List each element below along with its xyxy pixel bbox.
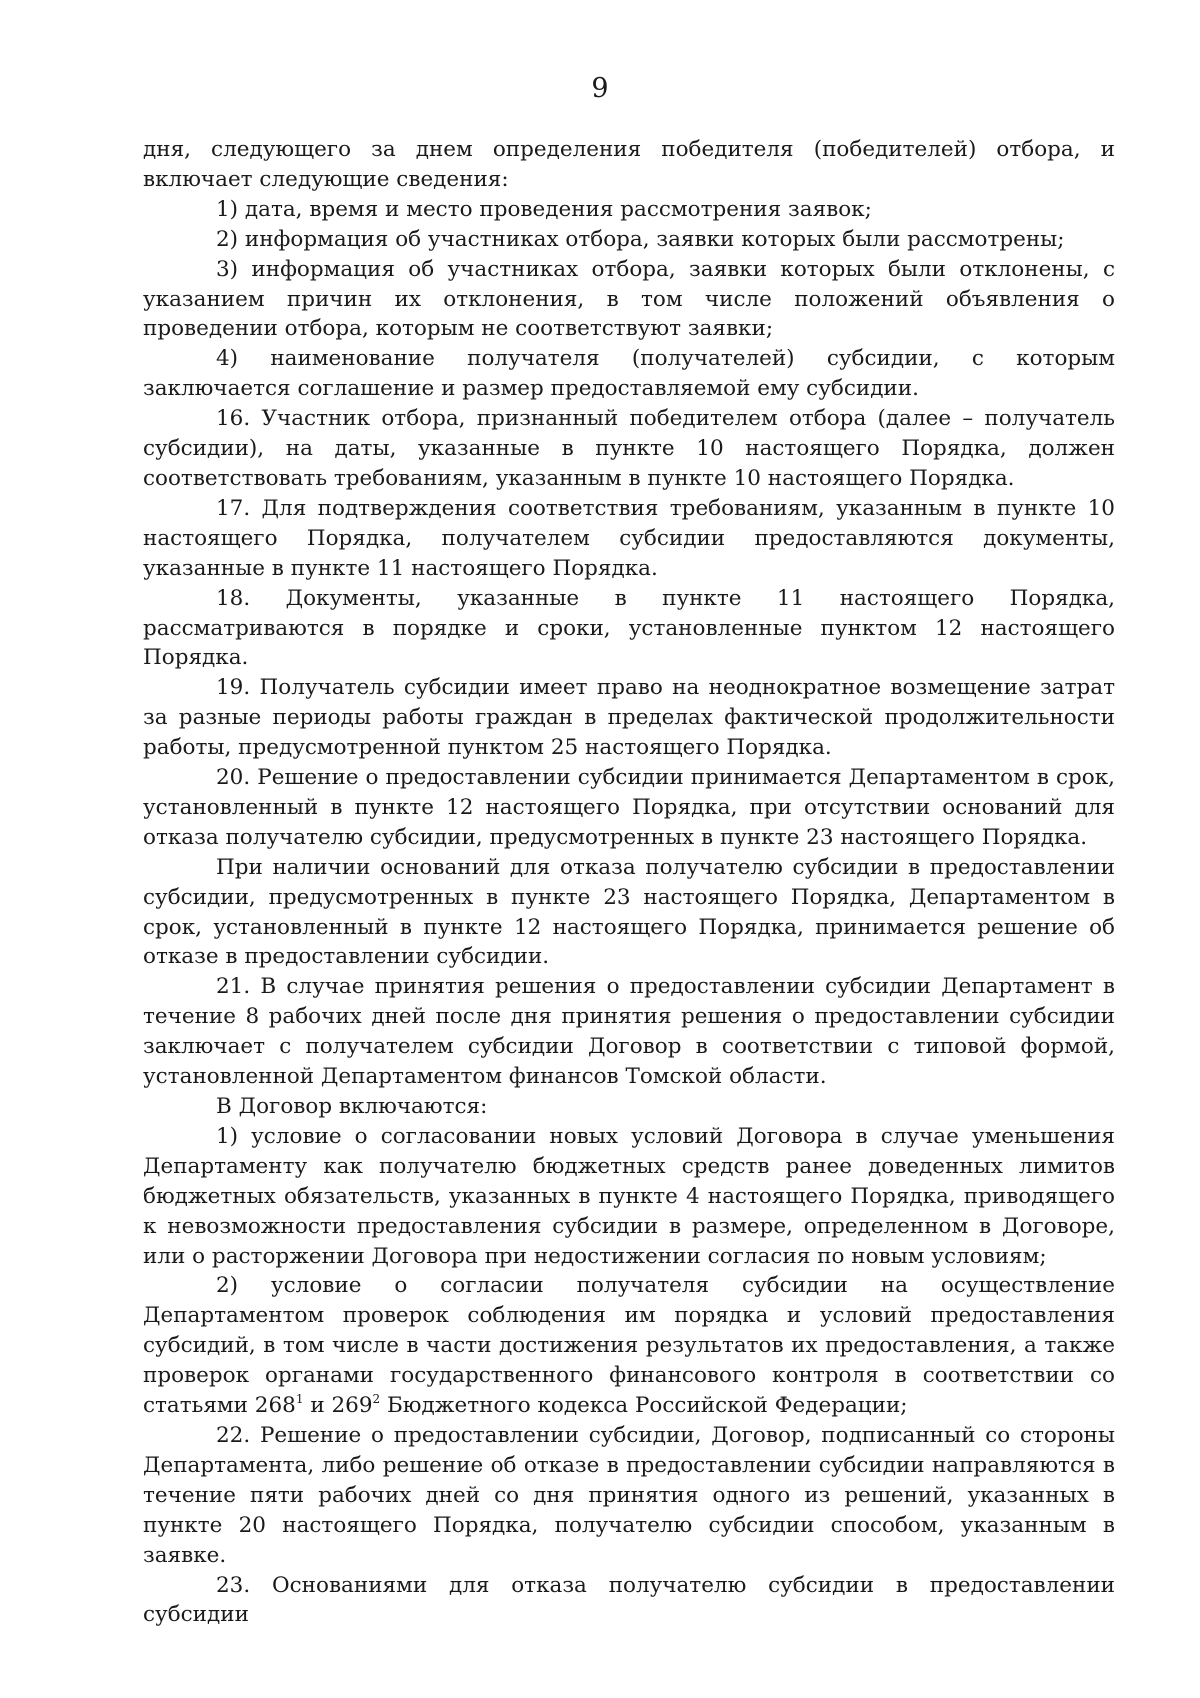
clause-22: 22. Решение о предоставлении субсидии, Договор, подписанный со стороны Департамента, либо решение об отказе в предоставлении субсидии направляются в течение пяти рабочих дней со дня принятия одного из решений, указанных в пункте 20 настоящего Порядка, получателю субсидии способом, указанным в заявке.	[143, 1422, 1115, 1568]
contract-condition-2-part1: 2) условие о согласии получателя субсидии на осуществление Департаментом проверок соблюдения им порядка и условий предоставления субсидий, в том числе в части достижения результатов их предоставления, а также проверок органами государственного финансового контроля в соответствии со статьями 268	[143, 1273, 1115, 1419]
clause-20: 20. Решение о предоставлении субсидии принимается Департаментом в срок, установленный в пункте 12 настоящего Порядка, при отсутствии оснований для отказа получателю субсидии, предусмотренных в пункте 23 настоящего Порядка.	[143, 765, 1115, 850]
clause-18: 18. Документы, указанные в пункте 11 настоящего Порядка, рассматриваются в порядке и сроки, установленные пунктом 12 настоящего Порядка.	[143, 585, 1115, 671]
contract-condition-2-part3: Бюджетного кодекса Российской Федерации;	[380, 1393, 908, 1419]
clause-16: 16. Участник отбора, признанный победителем отбора (далее – получатель субсидии), на даты, указанные в пункте 10 настоящего Порядка, должен соответствовать требованиям, указанным в пункте 10 настоящего Порядка.	[143, 406, 1115, 491]
list-item-2: 2) информация об участниках отбора, заявки которых были рассмотрены;	[216, 226, 1065, 252]
clause-21: 21. В случае принятия решения о предоставлении субсидии Департамент в течение 8 рабочих дней после дня принятия решения о предоставлении субсидии заключает с получателем субсидии Договор в соответствии с типовой формой, установленной Департаментом финансов Томской области.	[143, 974, 1115, 1090]
contract-includes-heading: В Договор включаются:	[216, 1094, 488, 1119]
clause-19: 19. Получатель субсидии имеет право на неоднократное возмещение затрат за разные периоды работы граждан в пределах фактической продолжительности работы, предусмотренной пунктом 25 настоящего Порядка.	[143, 675, 1115, 761]
contract-condition-2	[143, 1271, 1115, 1421]
superscript-1: 1	[295, 1392, 304, 1407]
list-item-1: 1) дата, время и место проведения рассмотрения заявок;	[216, 196, 872, 222]
superscript-2: 2	[372, 1392, 381, 1407]
paragraph-continuation: дня, следующего за днем определения победителя (победителей) отбора, и включает следующие сведения:	[143, 137, 1115, 192]
clause-23: 23. Основаниями для отказа получателю субсидии в предоставлении субсидии	[143, 1572, 1115, 1628]
document-body	[143, 135, 1115, 1630]
list-item-3: 3) информация об участниках отбора, заявки которых были отклонены, с указанием причин их отклонения, в том числе положений объявления о проведении отбора, которым не соответствуют заявки;	[143, 256, 1115, 342]
list-item-4: 4) наименование получателя (получателей) субсидии, с которым заключается соглашение и размер предоставляемой ему субсидии.	[143, 346, 1115, 402]
clause-20-paragraph-2: При наличии оснований для отказа получателю субсидии в предоставлении субсидии, предусмотренных в пункте 23 настоящего Порядка, Департаментом в срок, установленный в пункте 12 настоящего Порядка, принимается решение об отказе в предоставлении субсидии.	[143, 854, 1115, 970]
contract-condition-1: 1) условие о согласовании новых условий Договора в случае уменьшения Департаменту как получателю бюджетных средств ранее доведенных лимитов бюджетных обязательств, указанных в пункте 4 настоящего Порядка, приводящего к невозможности предоставления субсидии в размере, определенном в Договоре, или о расторжении Договора при недостижении согласия по новым условиям;	[143, 1123, 1115, 1269]
contract-condition-2-part2: и 269	[303, 1393, 373, 1419]
clause-17: 17. Для подтверждения соответствия требованиям, указанным в пункте 10 настоящего Порядка, получателем субсидии предоставляются документы, указанные в пункте 11 настоящего Порядка.	[143, 495, 1115, 581]
page-number: 9	[591, 73, 609, 104]
